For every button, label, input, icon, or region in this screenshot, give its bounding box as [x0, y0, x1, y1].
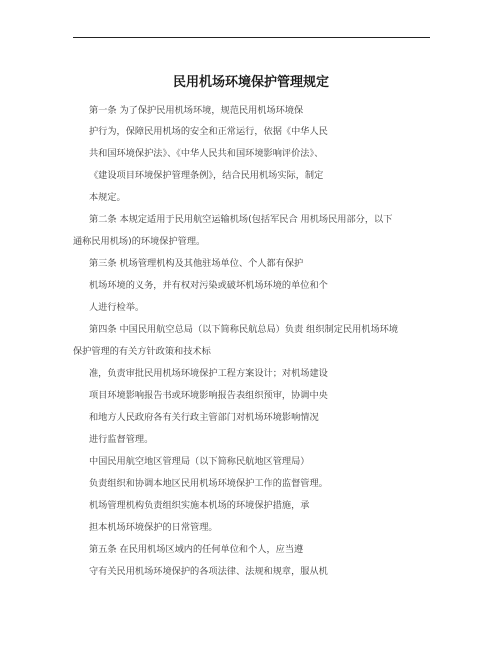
body-line: 进行监督管理。	[89, 434, 154, 445]
body-line: 第五条 在民用机场区域内的任何单位和个人，应当遵	[89, 544, 304, 555]
header-rule	[73, 37, 430, 38]
body-line: 护行为，保障民用机场的安全和正常运行，依据《中华人民	[89, 126, 328, 137]
body-line: 项目环境影响报告书或环境影响报告表组织预审，协调中央	[89, 390, 328, 401]
document-title: 民用机场环境保护管理规定	[172, 75, 329, 90]
body-line: 负责组织和协调本地区民用机场环境保护工作的监督管理。	[89, 478, 328, 489]
body-line: 机场管理机构负责组织实施本机场的环境保护措施，承	[89, 500, 310, 511]
body-line: 保护管理的有关方针政策和技术标	[73, 346, 211, 357]
body-line: 共和国环境保护法》、《中华人民共和国环境影响评价法》、	[89, 148, 324, 159]
body-line: 第一条 为了保护民用机场环境，规范民用机场环境保	[89, 105, 304, 116]
body-line: 中国民用航空地区管理局（以下简称民航地区管理局）	[89, 456, 310, 467]
body-line: 守有关民用机场环境保护的各项法律、法规和规章，服从机	[89, 566, 328, 577]
body-line: 担本机场环境保护的日常管理。	[89, 522, 218, 533]
body-line: 机场环境的义务，并有权对污染或破坏机场环境的单位和个	[89, 280, 328, 291]
body-line: 第四条 中国民用航空总局（以下简称民航总局）负责 组织制定民用机场环境	[89, 324, 399, 335]
body-line: 通称民用机场)的环境保护管理。	[73, 236, 206, 247]
body-line: 和地方人民政府各有关行政主管部门对机场环境影响情况	[89, 412, 319, 423]
body-line: 第二条 本规定适用于民用航空运输机场(包括军民合 用机场民用部分，以下	[89, 214, 393, 225]
body-line: 准，负责审批民用机场环境保护工程方案设计；对机场建设	[89, 368, 328, 379]
body-line: 第三条 机场管理机构及其他驻场单位、个人都有保护	[89, 258, 304, 269]
body-line: 人进行检举。	[89, 302, 145, 313]
body-line: 本规定。	[89, 192, 126, 203]
body-line: 《建设项目环境保护管理条例》，结合民用机场实际，制定	[89, 170, 324, 181]
